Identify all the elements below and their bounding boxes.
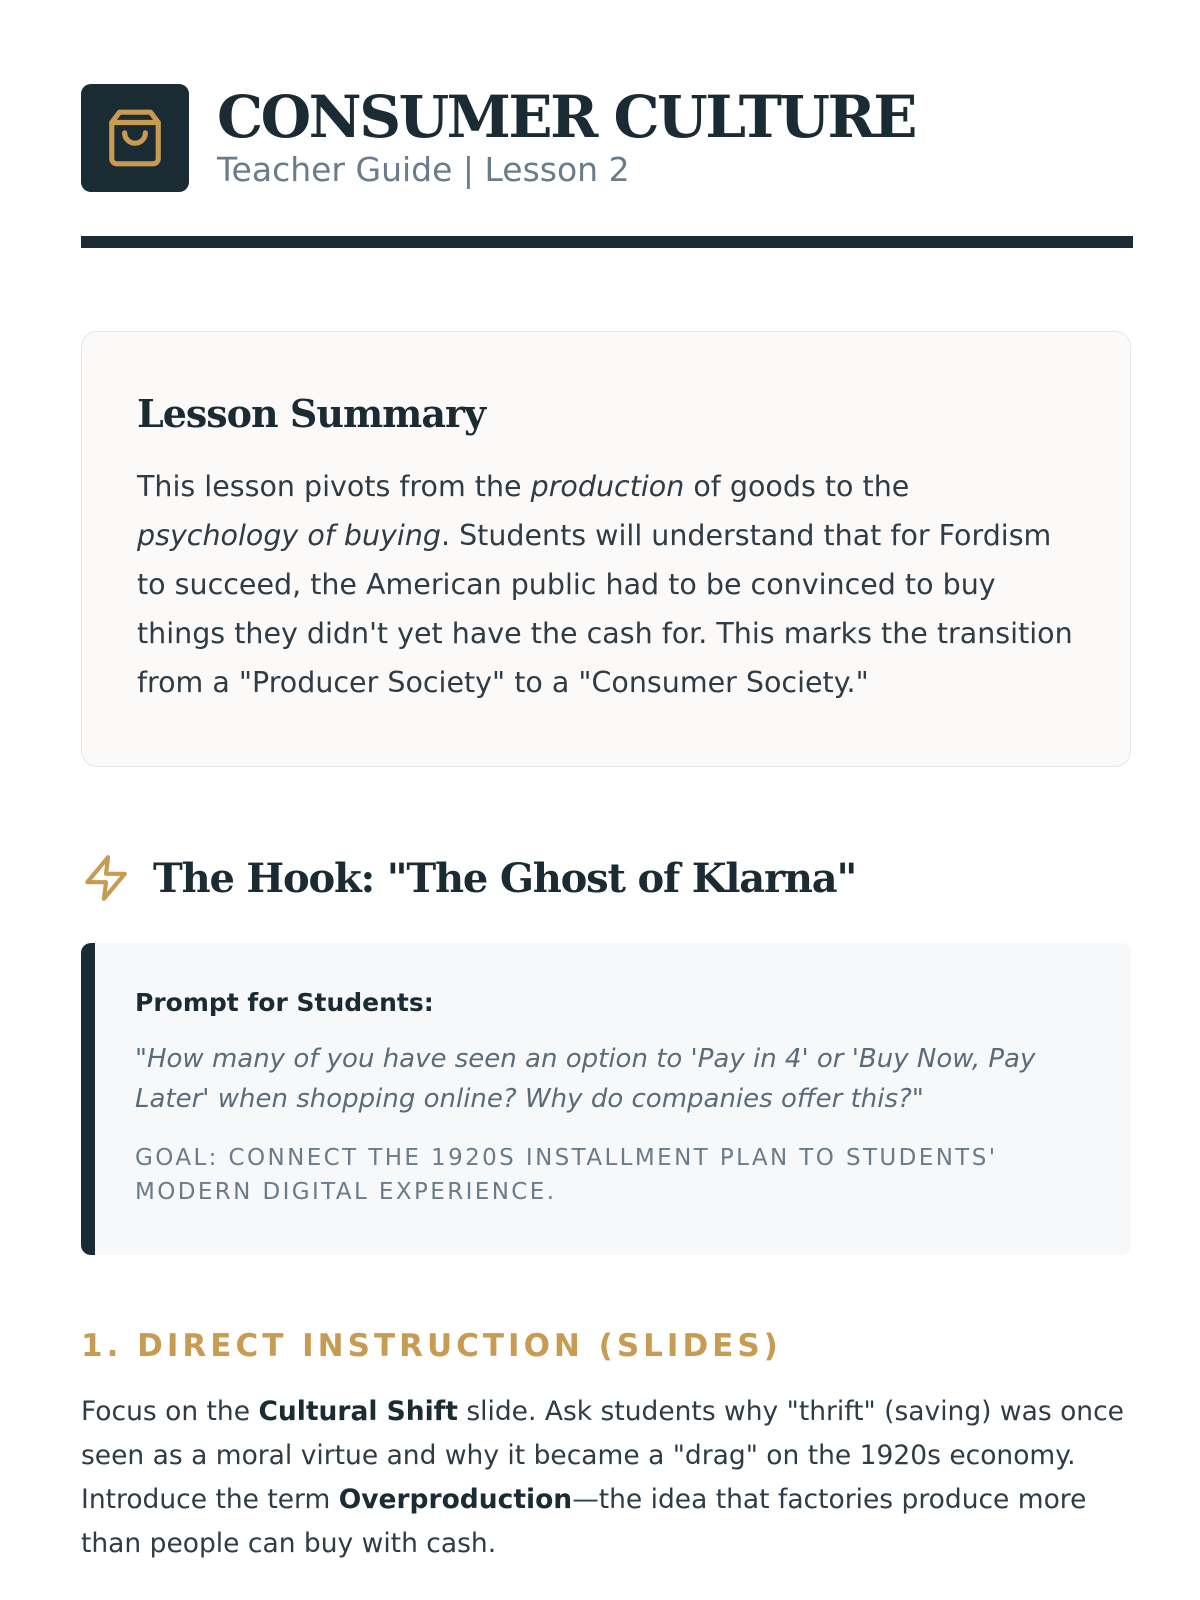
hook-heading-row <box>81 846 1131 910</box>
title-block <box>217 83 915 190</box>
shopping-bag-icon <box>104 107 166 169</box>
prompt-label: Prompt for Students: <box>135 988 434 1017</box>
instruction-text-part: —the idea that factories produce more than people can buy with cash. <box>81 1484 1087 1559</box>
lesson-summary-heading: Lesson Summary <box>137 391 486 436</box>
summary-emphasis: psychology of buying <box>137 519 441 552</box>
prompt-goal: GOAL: CONNECT THE 1920S INSTALLMENT PLAN TO STUDENTS' MODERN DIGITAL EXPERIENCE. <box>135 1145 998 1205</box>
summary-text-part: This lesson pivots from the <box>137 470 531 503</box>
logo <box>81 84 189 192</box>
direct-instruction-text <box>81 1390 1141 1566</box>
page-title: CONSUMER CULTURE <box>217 83 915 151</box>
instruction-text-part: Focus on the <box>81 1396 259 1427</box>
lesson-summary-card <box>81 331 1131 767</box>
summary-text-part: . Students will understand that for Fordism to succeed, the American public had to be convinced to buy things they didn't yet have the cash for. This marks the transition from a "Producer Society" to a "Consumer Society." <box>137 519 1073 699</box>
direct-instruction-heading: 1. DIRECT INSTRUCTION (SLIDES) <box>81 1328 782 1364</box>
instruction-bold-term: Overproduction <box>338 1484 573 1515</box>
summary-text-part: of goods to the <box>684 470 910 503</box>
lightning-icon <box>81 853 131 903</box>
lesson-summary-text <box>137 462 1075 707</box>
instruction-text-part: slide. Ask students why "thrift" (saving) was once seen as a moral virtue and why it became a "drag" on the 1920s economy. Introduce the term <box>81 1396 1124 1515</box>
instruction-bold-term: Cultural Shift <box>258 1396 458 1427</box>
page-subtitle: Teacher Guide | Lesson 2 <box>217 150 630 189</box>
prompt-quote: "How many of you have seen an option to 'Pay in 4' or 'Buy Now, Pay Later' when shopping online? Why do companies offer this?" <box>135 1044 1036 1114</box>
header-divider <box>81 236 1133 248</box>
direct-instruction-section <box>81 1326 1141 1566</box>
hook-heading: The Hook: "The Ghost of Klarna" <box>153 854 857 902</box>
summary-emphasis: production <box>530 470 685 503</box>
student-prompt-box <box>81 943 1131 1255</box>
page-header <box>81 84 1133 248</box>
